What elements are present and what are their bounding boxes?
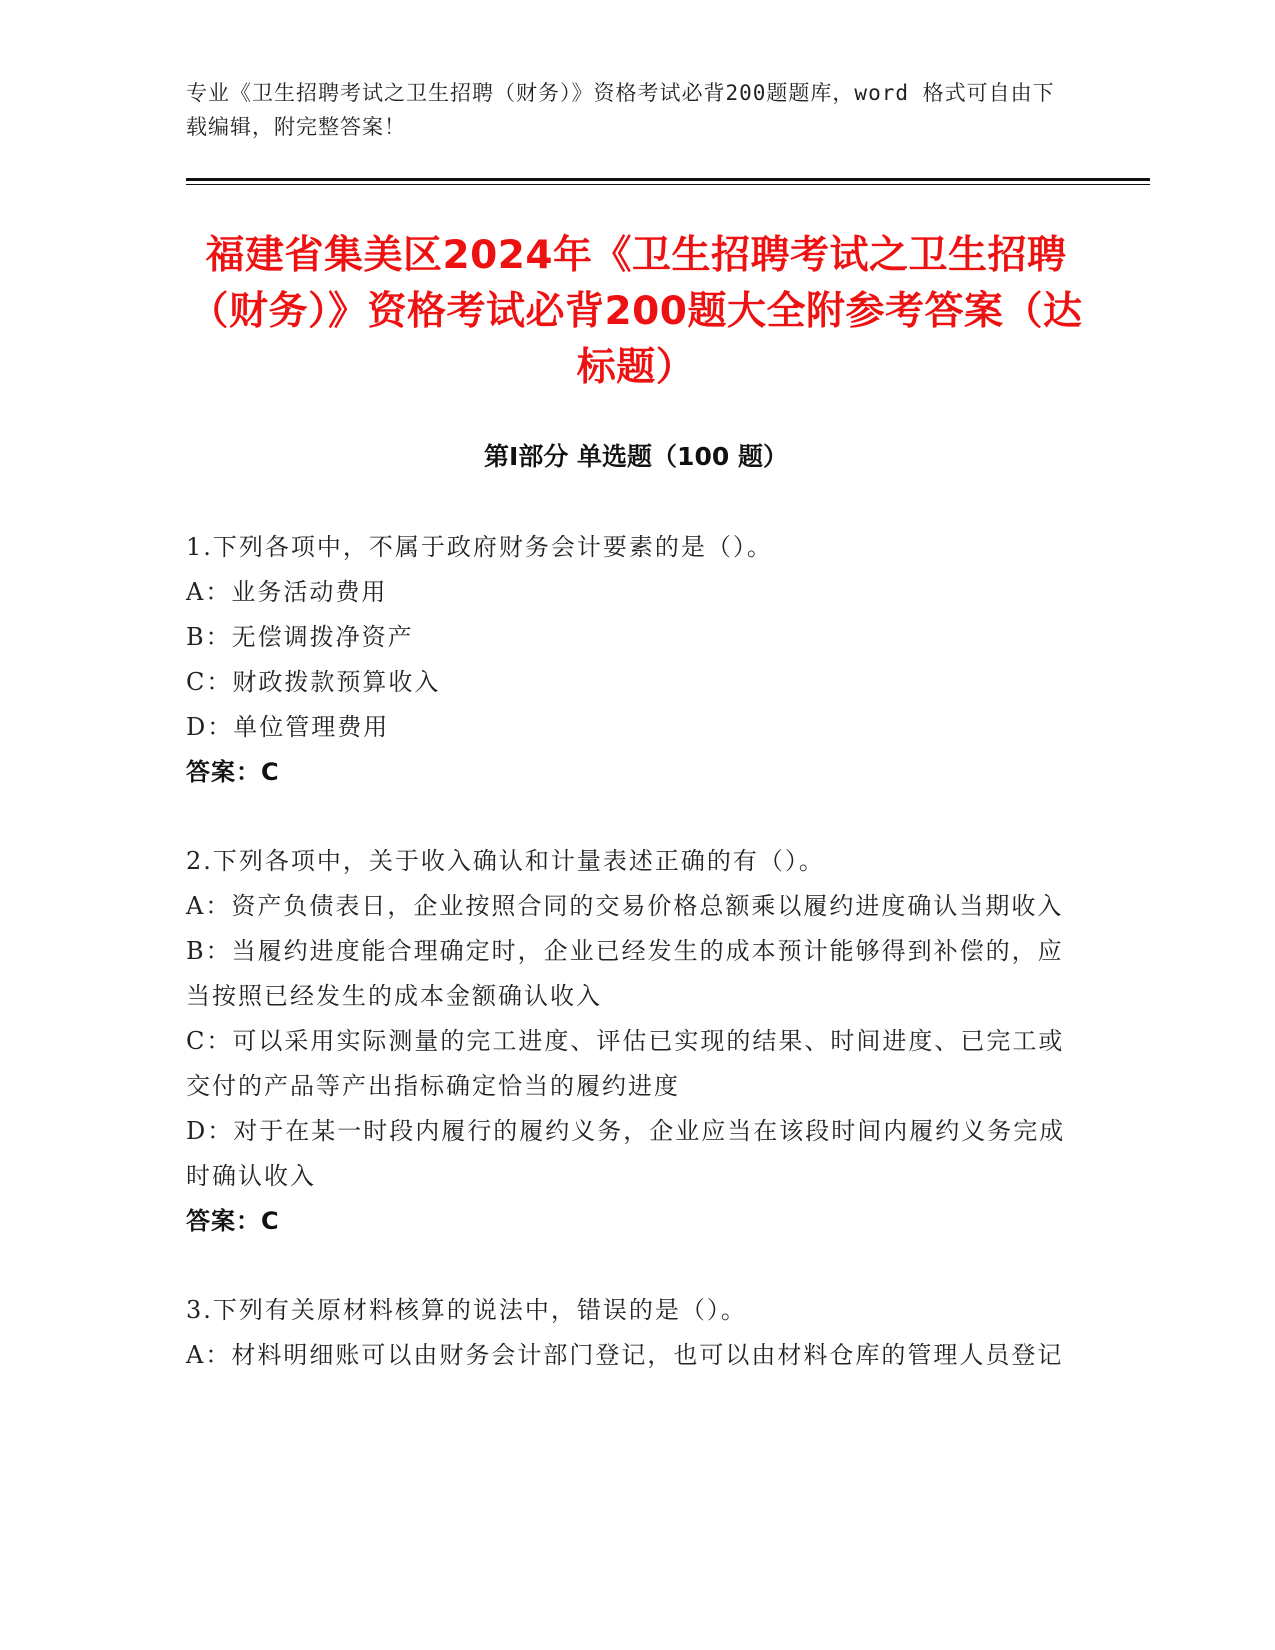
option-a: A：材料明细账可以由财务会计部门登记，也可以由材料仓库的管理人员登记: [186, 1341, 1064, 1369]
question-1: [186, 525, 1066, 795]
option-b: B：当履约进度能合理确定时，企业已经发生的成本预计能够得到补偿的，应当按照已经发生的成本金额确认收入: [186, 937, 1064, 1010]
option-d: D：单位管理费用: [186, 713, 390, 741]
question-text: 3.下列有关原材料核算的说法中，错误的是（）。: [186, 1296, 747, 1324]
option-c: C：财政拨款预算收入: [186, 668, 441, 696]
option-c: C：可以采用实际测量的完工进度、评估已实现的结果、时间进度、已完工或交付的产品等产出指标确定恰当的履约进度: [186, 1027, 1065, 1100]
question-text: 1.下列各项中，不属于政府财务会计要素的是（）。: [186, 533, 773, 561]
question-list: [186, 525, 1066, 1422]
option-a: A：资产负债表日，企业按照合同的交易价格总额乘以履约进度确认当期收入: [186, 892, 1064, 920]
header-note: 专业《卫生招聘考试之卫生招聘（财务）》资格考试必背200题题库，word 格式可自由下载编辑，附完整答案！: [186, 81, 1055, 139]
answer: 答案：C: [186, 758, 280, 786]
question-text: 2.下列各项中，关于收入确认和计量表述正确的有（）。: [186, 847, 825, 875]
header-rule-thin: [186, 184, 1150, 185]
header-rule-thick: [186, 178, 1150, 181]
option-a: A：业务活动费用: [186, 578, 388, 606]
document-title: 福建省集美区2024年《卫生招聘考试之卫生招聘（财务）》资格考试必背200题大全附参考答案（达标题）: [189, 233, 1083, 390]
section-heading: 第Ⅰ部分 单选题（100 题）: [484, 442, 788, 471]
option-b: B：无偿调拨净资产: [186, 623, 414, 651]
answer: 答案：C: [186, 1207, 280, 1235]
option-d: D：对于在某一时段内履行的履约义务，企业应当在该段时间内履约义务完成时确认收入: [186, 1117, 1066, 1190]
question-2: [186, 839, 1066, 1244]
question-3: [186, 1288, 1066, 1378]
